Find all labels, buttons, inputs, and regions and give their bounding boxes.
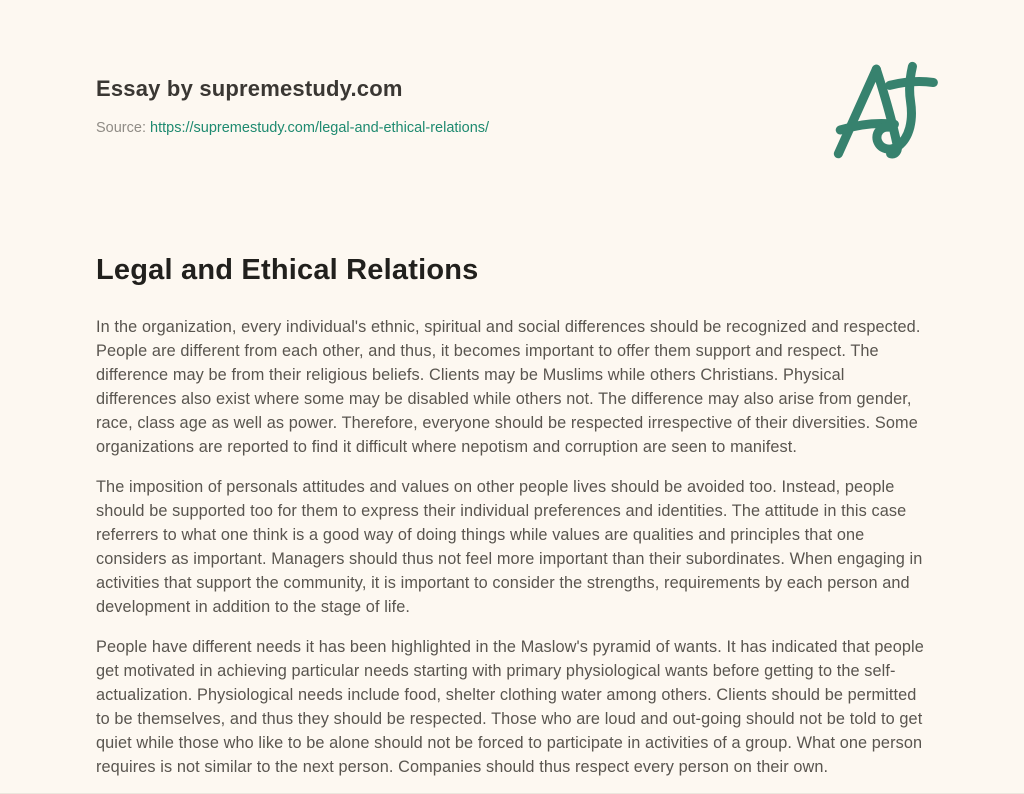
essay-content bbox=[96, 253, 928, 779]
page-header bbox=[96, 76, 928, 137]
essay-paragraph-1: In the organization, every individual's ethnic, spiritual and social differences should be recognized and respected. People are different from each other, and thus, it becomes important to offer them support and respect. The difference may be from their religious beliefs. Clients may be Muslims while others Christians. Physical differences also exist where some may be disabled while others not. The difference may also arise from gender, race, class age as well as power. Therefore, everyone should be respected irrespective of their diversities. Some organizations are reported to find it difficult where nepotism and corruption are seen to manifest. bbox=[96, 318, 921, 456]
a-plus-logo-icon bbox=[826, 56, 940, 166]
essay-body bbox=[96, 315, 928, 779]
essay-paragraph-3: People have different needs it has been highlighted in the Maslow's pyramid of wants. It has indicated that people get motivated in achieving particular needs starting with primary physiological wants before getting to the self-actualization. Physiological needs include food, shelter clothing water among others. Clients should be permitted to be themselves, and thus they should be respected. Those who are loud and out-going should not be told to get quiet while those who like to be alone should not be forced to participate in activities of a group. What one person requires is not similar to the next person. Companies should thus respect every person on their own. bbox=[96, 638, 924, 776]
essay-title: Legal and Ethical Relations bbox=[96, 254, 479, 286]
essay-paragraph-2: The imposition of personals attitudes and values on other people lives should be avoided too. Instead, people should be supported too for them to express their individual preferences and identities. The attitude in this case referrers to what one think is a good way of doing things while values are qualities and principles that one considers as important. Managers should thus not feel more important than their subordinates. When engaging in activities that support the community, it is important to consider the strengths, requirements by each person and development in addition to the stage of life. bbox=[96, 478, 923, 616]
site-header-title: Essay by supremestudy.com bbox=[96, 76, 403, 101]
source-link[interactable]: https://supremestudy.com/legal-and-ethical-relations/ bbox=[150, 120, 490, 136]
source-line bbox=[96, 119, 928, 137]
source-label: Source: bbox=[96, 120, 146, 136]
